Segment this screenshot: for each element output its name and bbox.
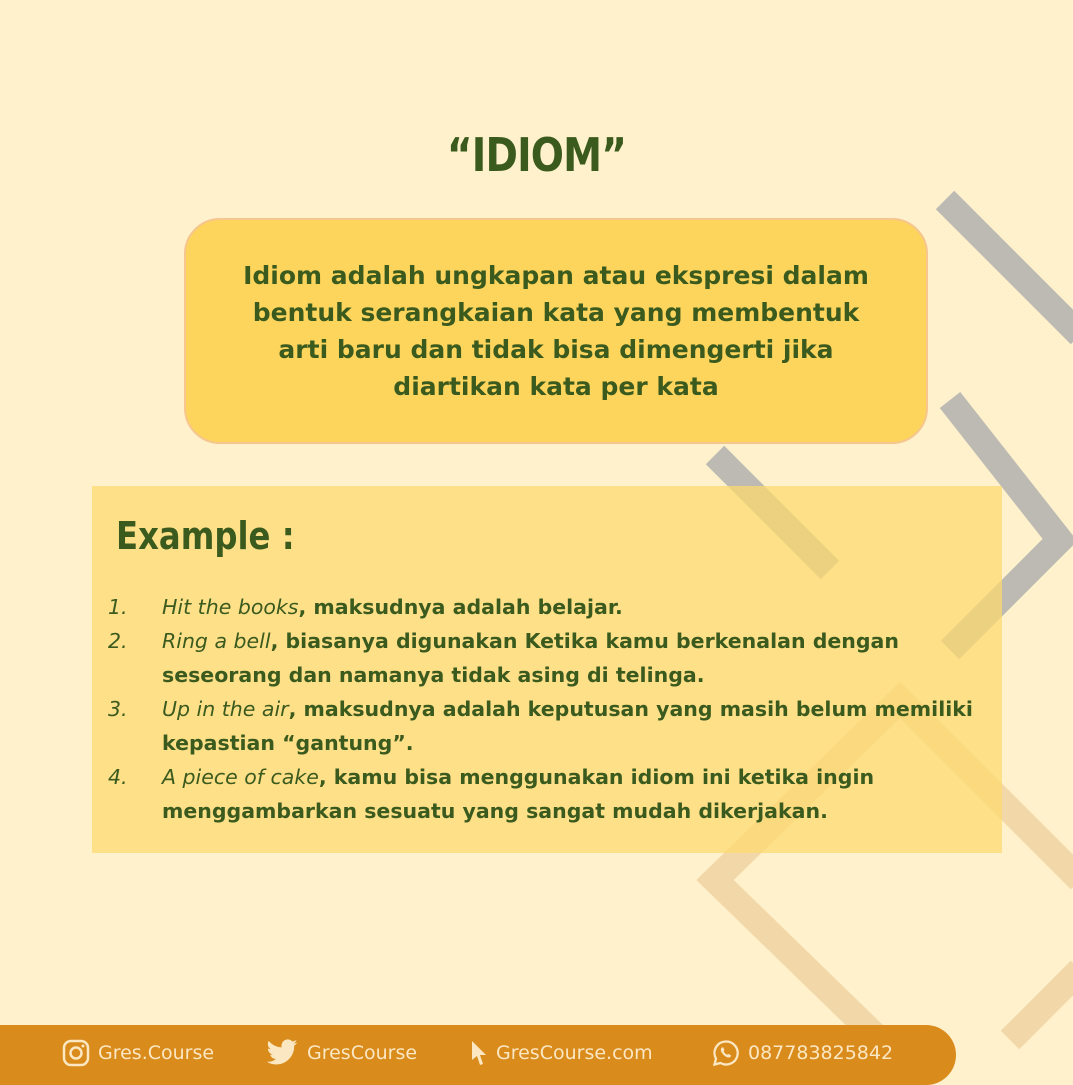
example-heading: Example : [116, 514, 295, 558]
grey-chevron-outer [945, 200, 1073, 335]
list-item [108, 590, 988, 624]
instagram-icon [62, 1039, 90, 1067]
twitter-link[interactable] [265, 1039, 417, 1067]
idiom: Ring a bell [162, 629, 271, 653]
whatsapp-link[interactable] [712, 1039, 893, 1067]
item-text: , kamu bisa menggunakan idiom ini ketika ingin menggambarkan sesuatu yang sangat mudah dikerjakan. [162, 765, 875, 823]
idiom: Hit the books [162, 595, 299, 619]
footer-bar [0, 1025, 956, 1085]
instagram-handle: Gres.Course [98, 1042, 215, 1064]
list-item [108, 692, 988, 760]
instagram-link[interactable] [62, 1039, 214, 1067]
whatsapp-icon [712, 1039, 740, 1067]
item-number: 2. [108, 629, 128, 653]
item-text: , maksudnya adalah keputusan yang masih belum memiliki kepastian “gantung”. [162, 697, 973, 755]
tan-chevron-corner [1010, 970, 1073, 1040]
item-number: 4. [108, 765, 128, 789]
example-box [92, 486, 1002, 853]
website-url: GresCourse.com [496, 1042, 653, 1064]
website-link[interactable] [470, 1039, 653, 1067]
list-item [108, 624, 988, 692]
item-text: , biasanya digunakan Ketika kamu berkenalan dengan seseorang dan namanya tidak asing di telinga. [162, 629, 899, 687]
idiom: A piece of cake [162, 765, 319, 789]
item-number: 3. [108, 697, 128, 721]
idiom: Up in the air [162, 697, 289, 721]
twitter-handle: GresCourse [307, 1042, 418, 1064]
item-number: 1. [108, 595, 128, 619]
cursor-icon [470, 1039, 488, 1067]
twitter-icon [265, 1039, 299, 1067]
definition-box [184, 218, 928, 444]
definition-text: Idiom adalah ungkapan atau ekspresi dalam bentuk serangkaian kata yang membentuk arti baru dan tidak bisa dimengerti jika diartikan kata per kata [243, 261, 869, 401]
page-title: “IDIOM” [446, 128, 627, 182]
whatsapp-number: 087783825842 [748, 1042, 894, 1064]
item-text: , maksudnya adalah belajar. [298, 595, 623, 619]
example-list [108, 590, 988, 828]
list-item [108, 760, 988, 828]
